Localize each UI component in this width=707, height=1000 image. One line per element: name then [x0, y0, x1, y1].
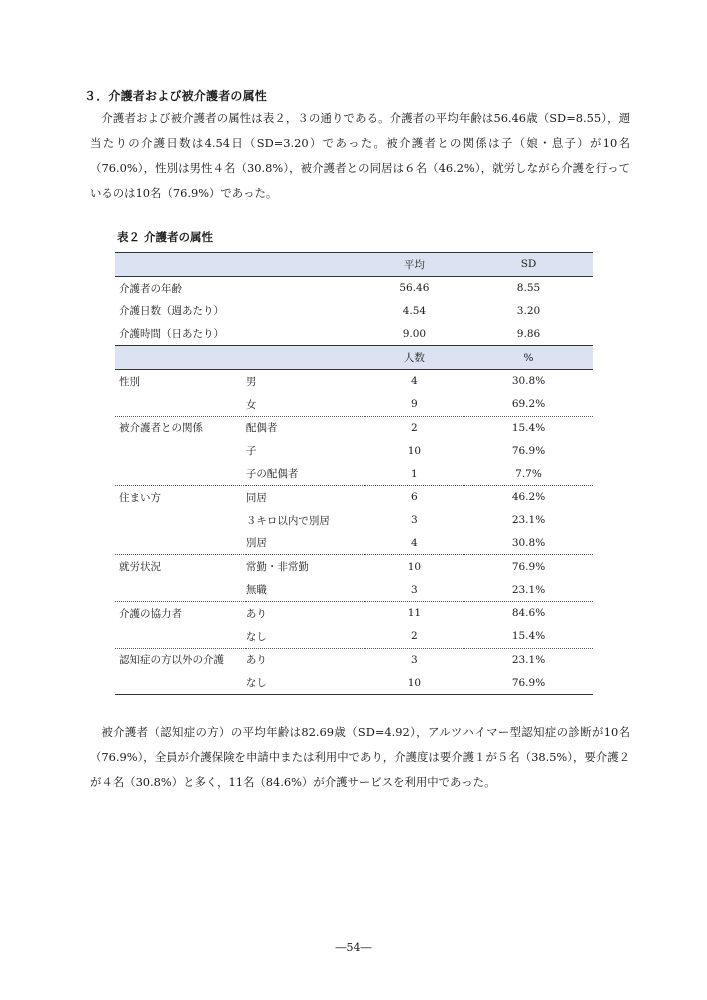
count-value: 2	[365, 416, 464, 439]
table-row	[115, 648, 593, 671]
percent-value: 76.9%	[464, 671, 593, 694]
table-caption: 表２ 介護者の属性	[117, 230, 214, 244]
item-label: なし	[245, 630, 267, 643]
count-value: 11	[365, 601, 464, 624]
percent-value: 69.2%	[511, 398, 546, 411]
category-label: 介護の協力者	[115, 601, 246, 624]
item-label: あり	[246, 648, 365, 671]
table-row	[115, 369, 593, 392]
sd-value: 8.55	[516, 282, 541, 295]
section-heading: ３．介護者および被介護者の属性	[84, 89, 268, 103]
count-value: 2	[411, 630, 418, 643]
percent-value: 23.1%	[464, 648, 593, 671]
page-number: ―54―	[335, 941, 372, 954]
percent-value: 23.1%	[511, 514, 546, 527]
item-label: 子の配偶者	[245, 468, 299, 481]
count-value: 3	[365, 648, 464, 671]
count-value: 10	[365, 555, 464, 578]
table-row	[115, 509, 593, 532]
percent-value: 84.6%	[464, 601, 593, 624]
item-label: 別居	[245, 537, 267, 550]
item-label: ３キロ以内で別居	[245, 514, 330, 527]
header-mean: 平均	[365, 253, 464, 277]
table-row	[115, 625, 593, 648]
percent-value: 46.2%	[464, 485, 593, 508]
percent-value: 7.7%	[515, 467, 542, 480]
item-label: 女	[245, 398, 257, 411]
table-row	[115, 439, 593, 462]
percent-value: 23.1%	[511, 583, 546, 596]
header-sd: SD	[464, 253, 593, 277]
count-value: 10	[407, 444, 422, 457]
category-label: 住まい方	[115, 485, 246, 508]
sd-value: 3.20	[516, 304, 541, 317]
mean-value: 56.46	[399, 282, 430, 295]
table-row	[115, 276, 593, 299]
item-label: なし	[246, 671, 365, 694]
table-row	[115, 485, 593, 508]
count-value: 1	[411, 467, 418, 480]
count-value: 9	[411, 398, 418, 411]
mean-value: 4.54	[402, 304, 427, 317]
table-row	[115, 578, 593, 601]
row-label: 介護者の年齢	[119, 282, 182, 295]
mean-value: 9.00	[402, 327, 427, 340]
count-value: 6	[365, 485, 464, 508]
table-row	[115, 555, 593, 578]
item-label: 常勤・非常勤	[246, 555, 365, 578]
item-label: 男	[245, 375, 257, 388]
table-row	[115, 300, 593, 323]
table-row	[115, 532, 593, 555]
table-row	[115, 393, 593, 416]
caregiver-attributes-table	[115, 252, 593, 695]
percent-value: 30.8%	[511, 536, 546, 549]
body-paragraph-2: 被介護者（認知症の方）の平均年齢は82.69歳（SD=4.92），アルツハイマー型認知症の診断が10名（76.9%），全員が介護保険を申請中または利用中であり，介護度は要介護１が５名（38.5%），要介護２が４名（30.8%）と多く，11名（84.6%）が介護サービスを利用中であった。	[90, 725, 630, 789]
item-label: 子	[245, 445, 257, 458]
item-label: 同居	[246, 485, 365, 508]
category-label: 被介護者との関係	[115, 416, 246, 439]
table-row	[115, 416, 593, 439]
header-count: 人数	[365, 346, 464, 370]
table-row	[115, 671, 593, 694]
category-label: 認知症の方以外の介護	[115, 648, 246, 671]
count-value: 4	[411, 536, 418, 549]
category-label: 就労状況	[115, 555, 246, 578]
item-label: あり	[246, 601, 365, 624]
count-value: 4	[411, 375, 418, 388]
percent-value: 76.9%	[464, 555, 593, 578]
table-row	[115, 462, 593, 485]
item-label: 配偶者	[246, 416, 365, 439]
category-label: 性別	[119, 375, 140, 388]
table-row	[115, 322, 593, 345]
table-header-row	[115, 253, 593, 277]
row-label: 介護日数（週あたり）	[119, 305, 224, 318]
table-subheader-row	[115, 346, 593, 370]
percent-value: 30.8%	[511, 375, 546, 388]
header-percent: %	[464, 346, 593, 370]
table-row	[115, 601, 593, 624]
percent-value: 76.9%	[511, 444, 546, 457]
row-label: 介護時間（日あたり）	[119, 328, 224, 341]
count-value: 3	[411, 583, 418, 596]
percent-value: 15.4%	[464, 416, 593, 439]
percent-value: 15.4%	[511, 630, 546, 643]
count-value: 10	[365, 671, 464, 694]
count-value: 3	[411, 514, 418, 527]
item-label: 無職	[245, 584, 267, 597]
sd-value: 9.86	[516, 327, 541, 340]
body-paragraph-1: 介護者および被介護者の属性は表２，３の通りである。介護者の平均年齢は56.46歳（SD=8.55），週当たりの介護日数は4.54日（SD=3.20）であった。被介護者との関係は子（娘・息子）が10名（76.0%），性別は男性４名（30.8%），被介護者との同居は６名（46.2%），就労しながら介護を行っているのは10名（76.9%）であった。	[90, 111, 630, 200]
